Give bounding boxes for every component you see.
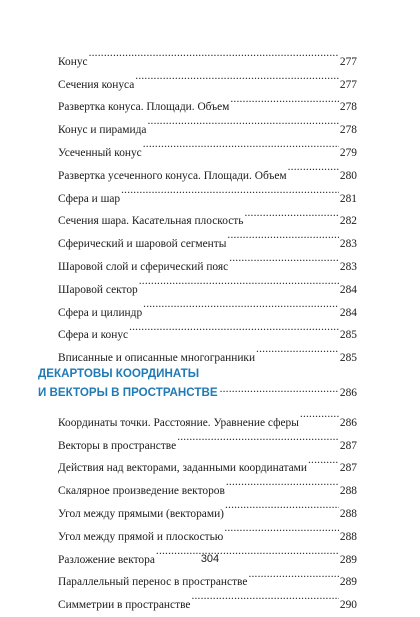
dot-leader [143,133,339,156]
toc-entry [58,270,357,296]
dot-leader [300,403,339,426]
toc-entry-title: Угол между прямыми (векторами) [58,507,224,520]
table-of-contents [0,42,420,612]
toc-entry-page: 280 [339,169,357,182]
dot-leader [256,338,339,361]
toc-entry-title: Скалярное произведение векторов [58,485,225,498]
toc-entry-page: 282 [339,215,357,228]
toc-entry-title: Действия над векторами, заданными координатами [58,462,307,475]
dot-leader [244,202,338,225]
toc-entry-title: Сфера и шар [58,192,121,205]
toc-entry-title: Сечения шара. Касательная плоскость [58,215,244,228]
toc-section-heading [38,367,357,401]
toc-entry [58,88,357,114]
toc-entry-title: Усеченный конус [58,146,142,159]
toc-entry-page: 285 [339,352,357,365]
dot-leader [248,563,338,586]
toc-entry [58,202,357,228]
dot-leader [229,247,339,270]
toc-entry-title: Развертка усеченного конуса. Площади. Объем [58,169,287,182]
toc-entry-page: 288 [339,485,357,498]
toc-entry [58,426,357,452]
toc-entry-page: 278 [339,124,357,137]
section-heading-line2: И ВЕКТОРЫ В ПРОСТРАНСТВЕ [38,386,218,400]
toc-entry-title: Координаты точки. Расстояние. Уравнение сферы [58,416,299,429]
toc-entry [58,247,357,273]
toc-entry [58,224,357,251]
dot-leader [191,585,338,608]
dot-leader [230,88,339,111]
toc-entry [58,179,357,205]
toc-entry-page: 287 [339,462,357,475]
toc-entry-title: Конус и пирамида [58,124,147,137]
toc-entry [58,65,357,91]
toc-entry [58,293,357,319]
toc-entry-page: 286 [339,416,357,429]
toc-entry [58,42,357,68]
toc-entry-title: Векторы в пространстве [58,439,177,452]
section-page-number: 286 [339,387,357,400]
toc-entry [58,494,357,520]
toc-entry-page: 288 [339,507,357,520]
toc-entry [58,156,357,182]
toc-entry-page: 287 [339,439,357,452]
toc-entry-title: Симметрии в пространстве [58,599,191,612]
toc-entry-page: 277 [339,78,357,91]
toc-entry [58,110,357,137]
toc-entry [58,471,357,498]
toc-entry [58,449,357,475]
dot-leader [129,316,339,339]
toc-entry [58,517,357,543]
toc-entry-title: Сферический и шаровой сегменты [58,238,227,251]
toc-entry-title: Шаровой сектор [58,283,138,296]
toc-entry-page: 277 [339,55,357,68]
toc-entry [58,316,357,342]
toc-entry-title: Угол между прямой и плоскостью [58,530,224,543]
dot-leader [177,426,339,449]
toc-entry-title: Разложение вектора [58,553,155,566]
dot-leader [224,517,339,540]
dot-leader [139,270,339,293]
toc-entry-page: 281 [339,192,357,205]
dot-leader [227,224,339,247]
toc-entry-page: 284 [339,283,357,296]
page-number: 304 [200,553,220,565]
dot-leader [147,110,338,133]
toc-entry-title: Конус [58,55,88,68]
toc-entry-title: Сфера и цилиндр [58,306,143,319]
toc-entry-page: 279 [339,146,357,159]
dot-leader [308,449,339,472]
toc-entry [58,338,357,365]
toc-group-coordinates [0,403,420,612]
toc-entry-page: 278 [339,101,357,114]
dot-leader [143,293,339,316]
toc-entry [58,403,357,429]
toc-entry-page: 289 [339,553,357,566]
dot-leader [135,65,339,88]
dot-leader [288,156,339,179]
toc-entry-title: Сечения конуса [58,78,135,91]
toc-entry-title: Шаровой слой и сферический пояс [58,260,229,273]
toc-entry [58,133,357,159]
toc-entry-page: 289 [339,576,357,589]
toc-entry [58,585,357,612]
toc-entry-page: 288 [339,530,357,543]
toc-entry-page: 285 [339,329,357,342]
toc-entry-title: Сфера и конус [58,329,129,342]
toc-entry-page: 283 [339,238,357,251]
toc-entry-title: Вписанные и описанные многогранники [58,352,256,365]
toc-entry-title: Параллельный перенос в пространстве [58,576,248,589]
toc-entry [58,563,357,589]
toc-entry-page: 290 [339,599,357,612]
toc-entry-page: 283 [339,260,357,273]
toc-group-solids [0,42,420,365]
toc-entry-page: 284 [339,306,357,319]
section-heading-line1: ДЕКАРТОВЫ КООРДИНАТЫ [38,367,200,381]
dot-leader [218,382,339,397]
dot-leader [226,471,339,494]
toc-entry-title: Развертка конуса. Площади. Объем [58,101,230,114]
dot-leader [121,179,339,202]
section-heading-line2-row [38,382,357,401]
dot-leader [225,494,339,517]
dot-leader [89,42,339,65]
